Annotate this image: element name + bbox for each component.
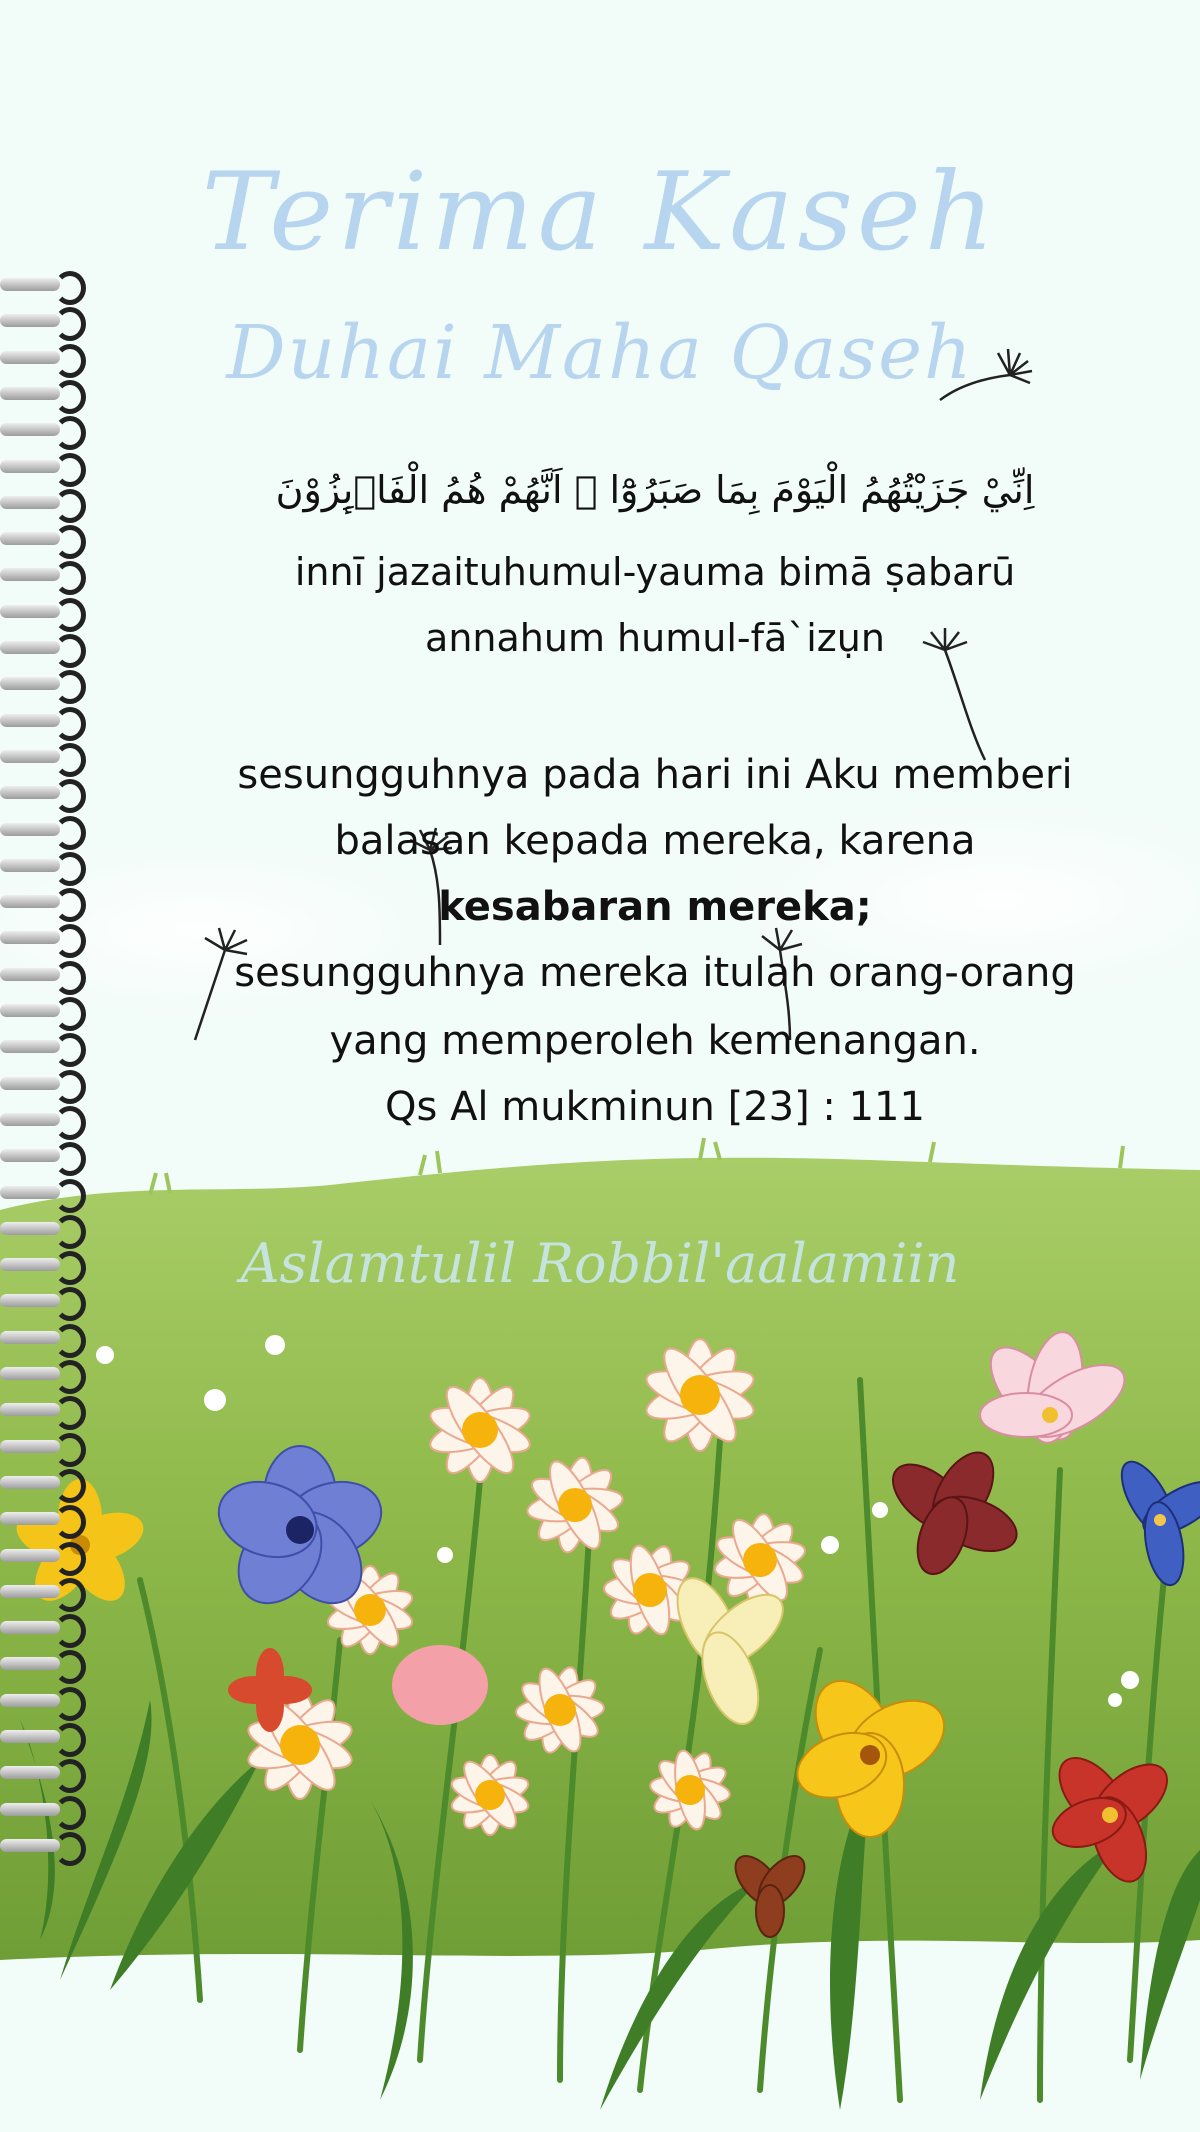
spiral-ring bbox=[0, 1359, 84, 1389]
spiral-ring bbox=[0, 1686, 84, 1716]
spiral-ring bbox=[0, 1758, 84, 1788]
spiral-ring bbox=[0, 851, 84, 881]
spiral-ring bbox=[0, 1504, 84, 1534]
spiral-ring bbox=[0, 1831, 84, 1861]
spiral-ring bbox=[0, 1178, 84, 1208]
title-line-1: Terima Kaseh bbox=[201, 150, 999, 275]
translation-line-1: sesungguhnya pada hari ini Aku memberi bbox=[237, 752, 1073, 798]
spiral-ring bbox=[0, 1541, 84, 1571]
spiral-ring bbox=[0, 1141, 84, 1171]
arabic-verse: اِنِّيْ جَزَيْتُهُمُ الْيَوْمَ بِمَا صَبَرُوْٓا ۙ اَنَّهُمْ هُمُ الْفَاۤىِٕزُوْنَ bbox=[275, 468, 1035, 512]
translation-line-5: yang memperoleh kemenangan. bbox=[329, 1018, 981, 1064]
spiral-ring bbox=[0, 597, 84, 627]
translation-line-2: balasan kepada mereka, karena bbox=[334, 818, 976, 864]
transliteration-line-2: annahum humul-fā`izụn bbox=[425, 616, 885, 660]
spiral-ring bbox=[0, 1722, 84, 1752]
spiral-ring bbox=[0, 633, 84, 663]
title-line-2: Duhai Maha Qaseh bbox=[226, 310, 974, 396]
spiral-ring bbox=[0, 742, 84, 772]
spiral-ring bbox=[0, 524, 84, 554]
spiral-ring bbox=[0, 1069, 84, 1099]
spiral-ring bbox=[0, 960, 84, 990]
spiral-ring bbox=[0, 996, 84, 1026]
spiral-ring bbox=[0, 706, 84, 736]
spiral-ring bbox=[0, 669, 84, 699]
watermark-text: Aslamtulil Robbil'aalamiin bbox=[240, 1232, 960, 1295]
spiral-ring bbox=[0, 923, 84, 953]
spiral-ring bbox=[0, 1323, 84, 1353]
spiral-ring bbox=[0, 1432, 84, 1462]
spiral-ring bbox=[0, 1105, 84, 1135]
spiral-ring bbox=[0, 1577, 84, 1607]
spiral-ring bbox=[0, 560, 84, 590]
spiral-ring bbox=[0, 887, 84, 917]
spiral-ring bbox=[0, 1032, 84, 1062]
translation-line-4: sesungguhnya mereka itulah orang-orang bbox=[234, 950, 1076, 996]
spiral-ring bbox=[0, 1468, 84, 1498]
spiral-ring bbox=[0, 1613, 84, 1643]
transliteration-line-1: innī jazaituhumul-yauma bimā ṣabarū bbox=[294, 550, 1016, 594]
spiral-ring bbox=[0, 1795, 84, 1825]
spiral-ring bbox=[0, 778, 84, 808]
translation-line-3: kesabaran mereka; bbox=[438, 884, 872, 930]
spiral-ring bbox=[0, 815, 84, 845]
pink-bulb bbox=[392, 1645, 488, 1725]
spiral-ring bbox=[0, 1395, 84, 1425]
spiral-ring bbox=[0, 452, 84, 482]
verse-reference: Qs Al mukminun [23] : 111 bbox=[385, 1084, 925, 1130]
spiral-ring bbox=[0, 488, 84, 518]
spiral-ring bbox=[0, 1649, 84, 1679]
spiral-ring bbox=[0, 415, 84, 445]
